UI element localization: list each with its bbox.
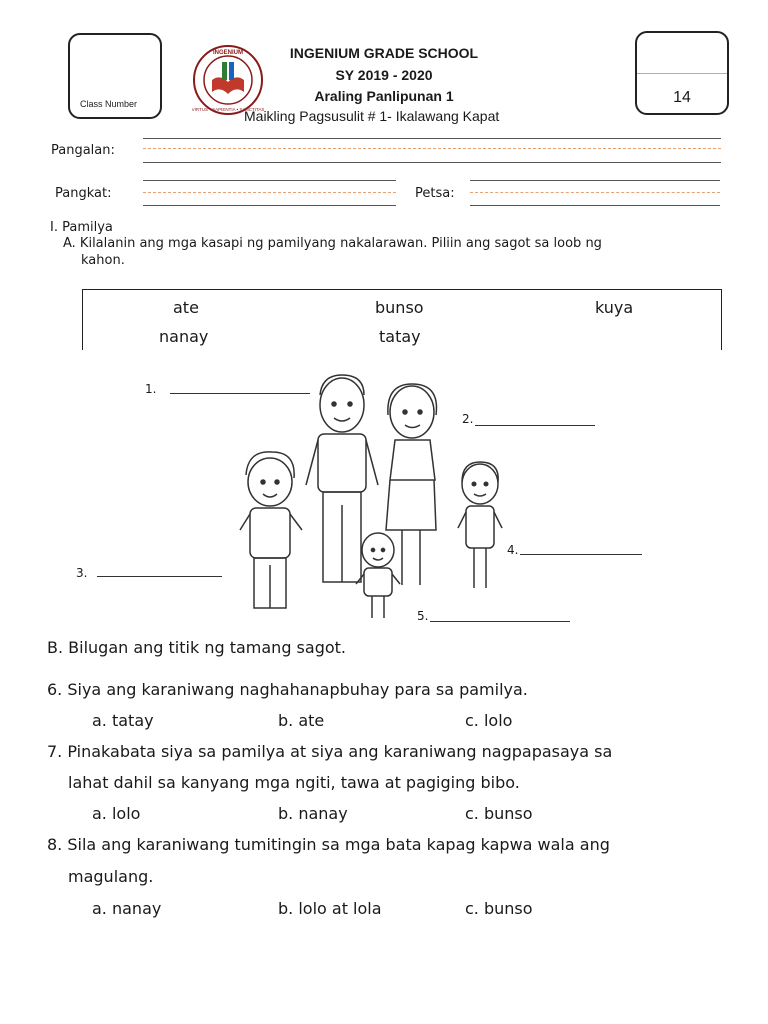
school-year: SY 2019 - 2020: [335, 67, 433, 83]
choice-kuya: kuya: [595, 298, 634, 317]
q6-option-a[interactable]: a. tatay: [92, 711, 154, 730]
blank-3-number: 3.: [76, 566, 88, 580]
blank-2-number: 2.: [462, 412, 474, 426]
score-box: [635, 31, 729, 115]
question-8-line2: magulang.: [68, 867, 154, 886]
family-illustration: [230, 370, 530, 625]
subject-name: Araling Panlipunan 1: [314, 88, 454, 104]
q8-option-a[interactable]: a. nanay: [92, 899, 162, 918]
school-name: INGENIUM GRADE SCHOOL: [289, 45, 479, 61]
name-label: Pangalan:: [51, 143, 115, 158]
question-7-line1: 7. Pinakabata siya sa pamilya at siya ang karaniwang nagpapasaya sa: [47, 742, 613, 761]
group-line-mid: [143, 192, 396, 193]
q6-option-b[interactable]: b. ate: [278, 711, 325, 730]
group-line-top: [143, 180, 396, 181]
son-figure: [240, 452, 302, 608]
instruction-a-cont: kahon.: [81, 253, 125, 268]
question-6: 6. Siya ang karaniwang naghahanapbuhay para sa pamilya.: [47, 680, 528, 699]
q7-option-c[interactable]: c. bunso: [465, 804, 533, 823]
blank-4-number: 4.: [507, 543, 519, 557]
q7-option-b[interactable]: b. nanay: [278, 804, 348, 823]
name-line-mid: [143, 148, 721, 149]
date-line-top: [470, 180, 720, 181]
blank-3-line[interactable]: [97, 576, 222, 577]
question-8-line1: 8. Sila ang karaniwang tumitingin sa mga bata kapag kapwa wala ang: [47, 835, 610, 854]
blank-4-line[interactable]: [520, 554, 642, 555]
choice-tatay: tatay: [379, 327, 421, 346]
question-7-line2: lahat dahil sa kanyang mga ngiti, tawa at pagiging bibo.: [68, 773, 520, 792]
blank-5-number: 5.: [417, 609, 429, 623]
choice-nanay: nanay: [159, 327, 209, 346]
choice-bunso: bunso: [375, 298, 424, 317]
group-line-bottom: [143, 205, 396, 206]
baby-figure: [356, 533, 400, 618]
choice-ate: ate: [173, 298, 199, 317]
girl-figure: [458, 462, 502, 588]
name-line-bottom: [143, 162, 721, 163]
name-line-top: [143, 138, 721, 139]
class-number-label: Class Number: [80, 99, 138, 109]
word-box: [82, 289, 722, 350]
quiz-title: Maikling Pagsusulit # 1- Ikalawang Kapat: [244, 108, 500, 124]
date-line-mid: [470, 192, 720, 193]
instruction-b: B. Bilugan ang titik ng tamang sagot.: [47, 638, 346, 657]
class-number-box: [68, 33, 162, 119]
svg-text:INGENIUM: INGENIUM: [213, 50, 243, 56]
father-figure: [306, 375, 378, 582]
group-label: Pangkat:: [55, 186, 112, 201]
date-label: Petsa:: [415, 186, 455, 201]
instruction-a: A. Kilalanin ang mga kasapi ng pamilyang nakalarawan. Piliin ang sagot sa loob ng: [63, 236, 602, 251]
q6-option-c[interactable]: c. lolo: [465, 711, 513, 730]
blank-1-number: 1.: [145, 382, 157, 396]
section-title: I. Pamilya: [50, 220, 113, 235]
q7-option-a[interactable]: a. lolo: [92, 804, 141, 823]
svg-text:VIRTUS • SAPIENTIA • SANCTITAS: VIRTUS • SAPIENTIA • SANCTITAS: [192, 107, 264, 112]
score-value: 14: [673, 89, 691, 106]
score-divider: [637, 73, 727, 74]
q8-option-b[interactable]: b. lolo at lola: [278, 899, 382, 918]
date-line-bottom: [470, 205, 720, 206]
q8-option-c[interactable]: c. bunso: [465, 899, 533, 918]
